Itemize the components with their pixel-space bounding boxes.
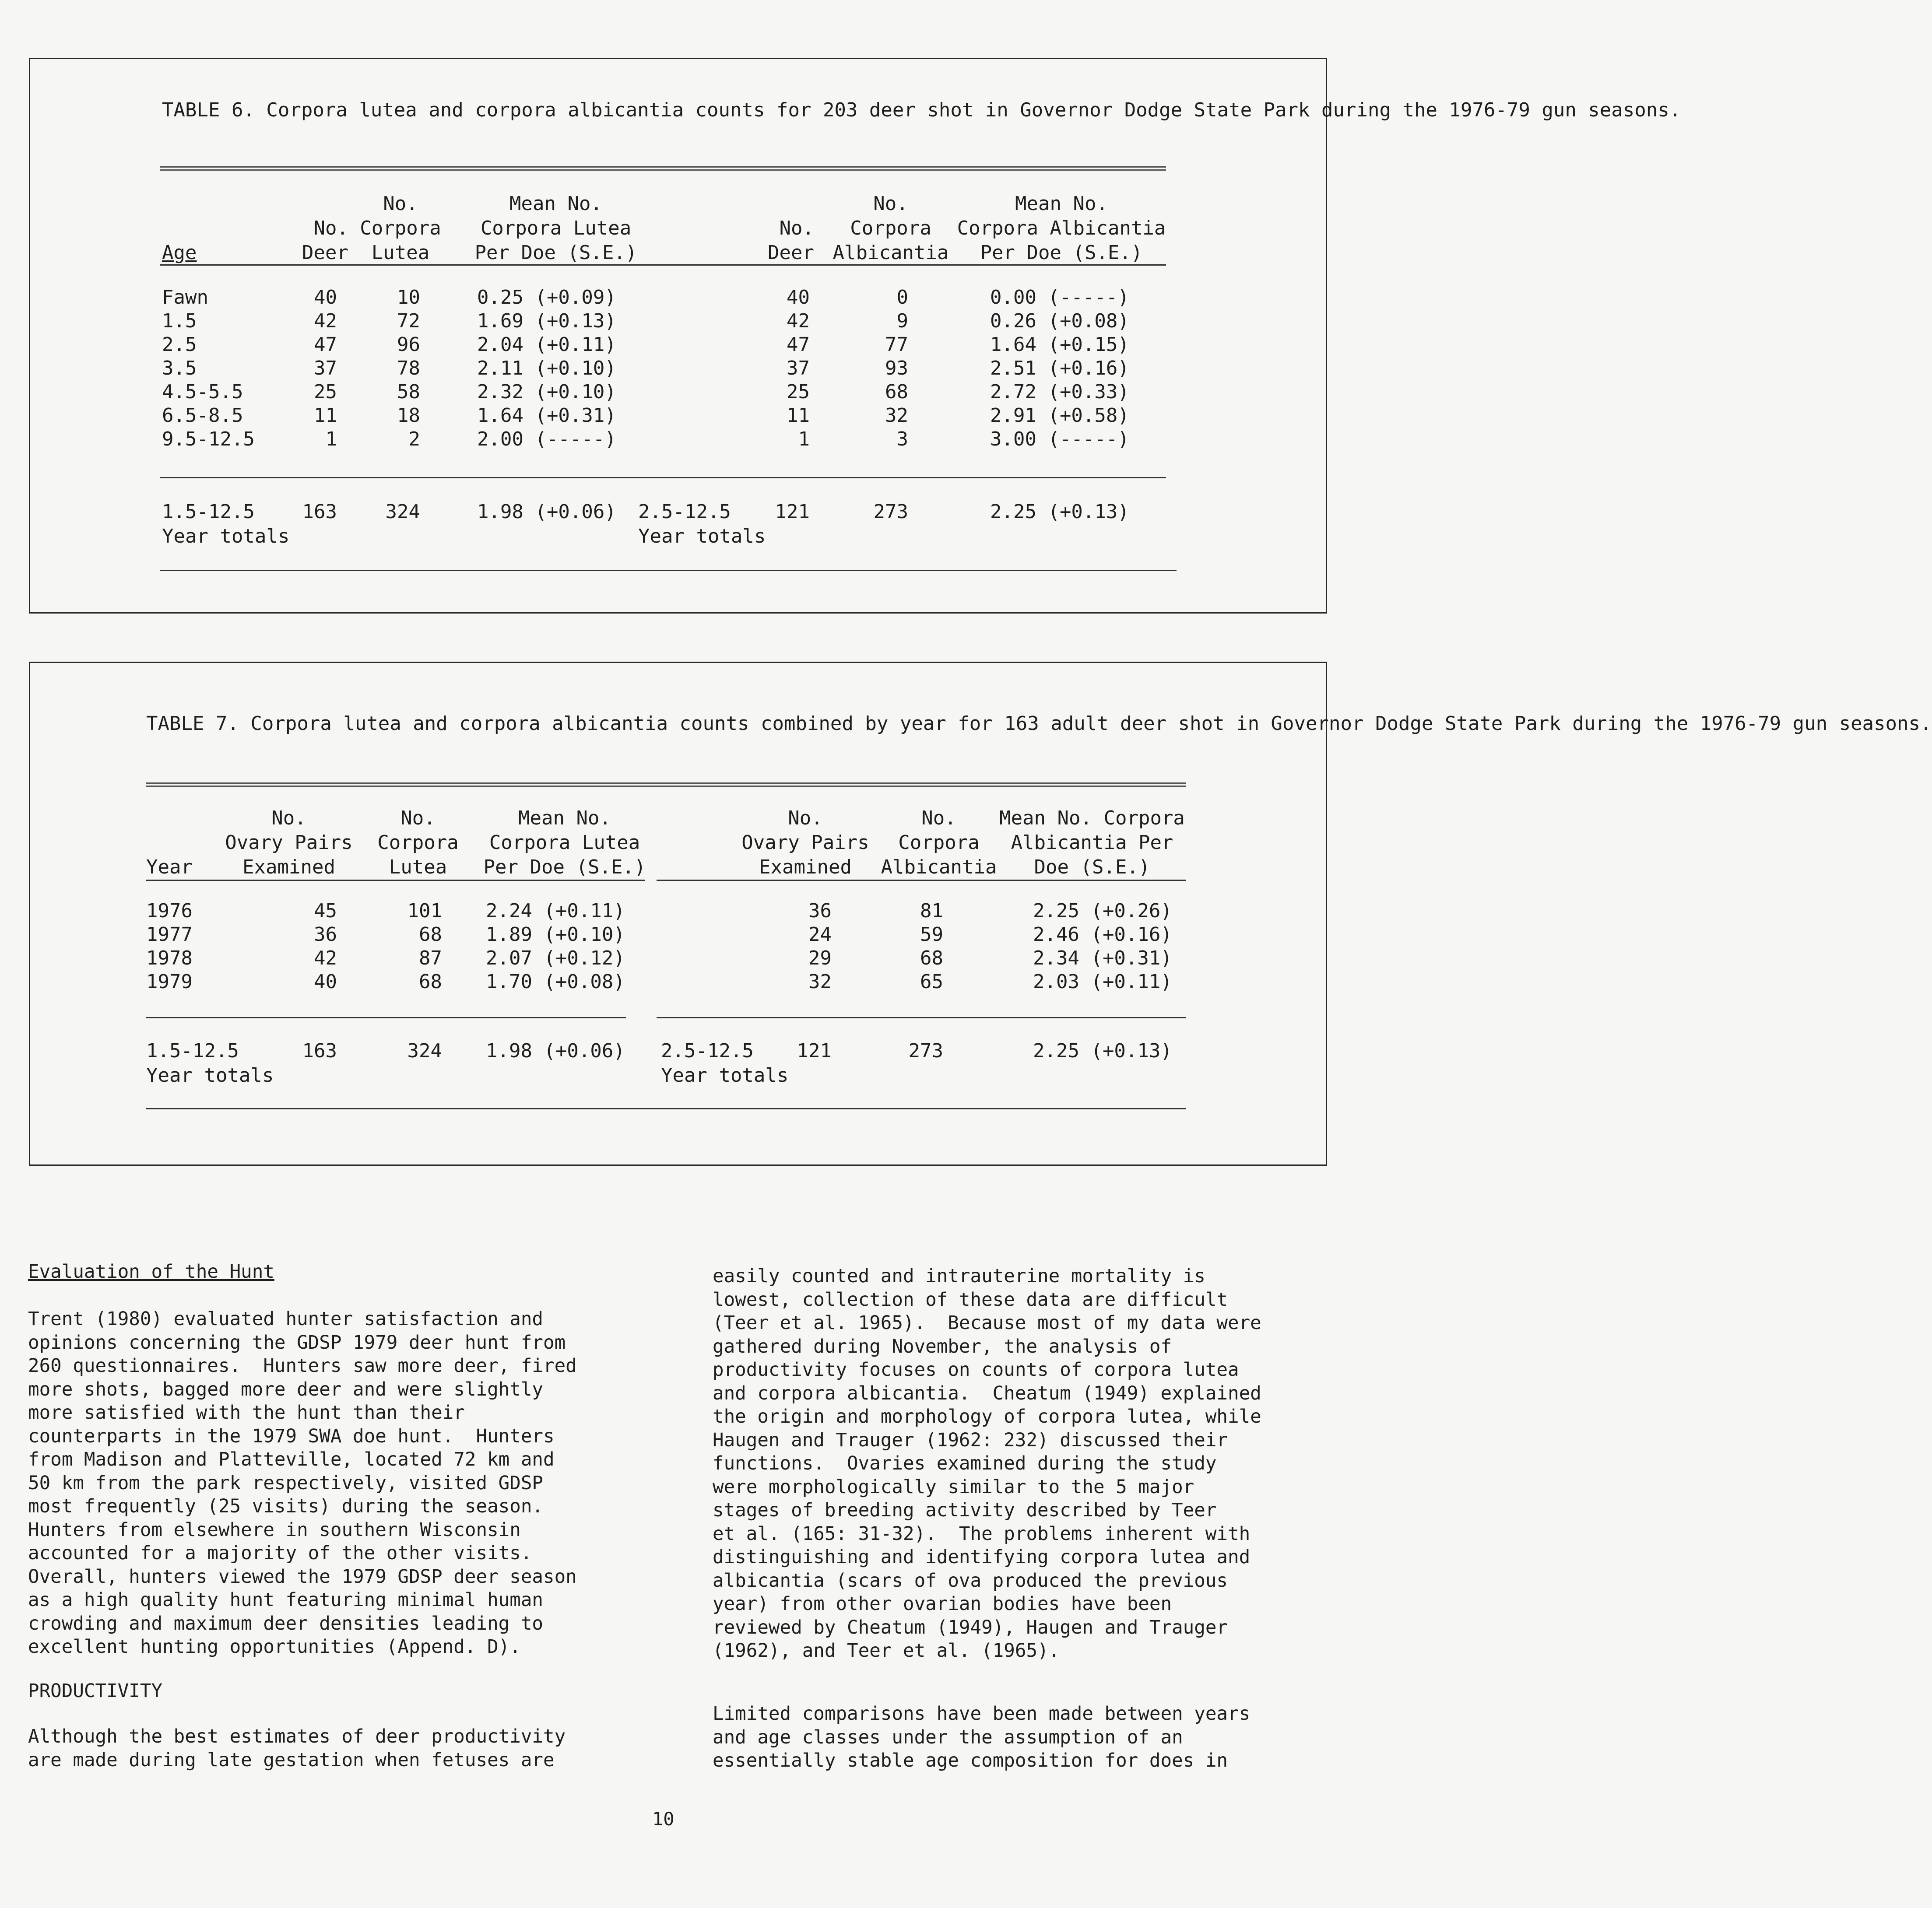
heading-productivity: PRODUCTIVITY xyxy=(28,1680,163,1702)
page-number: 10 xyxy=(652,1808,674,1830)
t6-row-cell: 2.51 (+0.16) xyxy=(990,357,1129,379)
t7-total-mean-ca: 2.25 (+0.13) xyxy=(1033,1040,1172,1062)
t6-row-cell: 93 xyxy=(885,357,908,379)
t6-row-cell: 0.26 (+0.08) xyxy=(990,310,1129,332)
t7-row-cell: 2.25 (+0.26) xyxy=(1033,900,1172,922)
t7-row-cell: 68 xyxy=(419,923,442,946)
t7-total-label-right: 2.5-12.5 Year totals xyxy=(661,1040,789,1087)
t7-row-cell: 29 xyxy=(808,947,832,969)
t7-row-cell: 42 xyxy=(314,947,337,969)
paragraph-right-column-2: Limited comparisons have been made between years and age classes under the assumption of an essentially stable age composition for does in xyxy=(713,1703,1251,1771)
t7-total-no-ca: 273 xyxy=(908,1040,943,1062)
heading-evaluation-of-the-hunt: Evaluation of the Hunt xyxy=(28,1261,274,1283)
t6-row-cell: 3 xyxy=(896,428,908,450)
t7-row-cell: 2.03 (+0.11) xyxy=(1033,971,1172,993)
t7-header-mean-ca: Mean No. Corpora Albicantia Per Doe (S.E.) xyxy=(999,807,1185,878)
t6-total-mean-cl: 1.98 (+0.06) xyxy=(477,501,616,523)
t6-row-cell: 40 xyxy=(787,286,810,309)
t6-header-mean-ca: Mean No. Corpora Albicantia Per Doe (S.E.) xyxy=(957,193,1166,264)
t6-row-cell: 0.25 (+0.09) xyxy=(477,286,616,309)
t7-total-mean-cl: 1.98 (+0.06) xyxy=(486,1040,625,1062)
t6-row-cell: 11 xyxy=(314,404,337,427)
t6-row-cell: 11 xyxy=(787,404,810,427)
t6-row-cell: 25 xyxy=(314,381,337,403)
t6-row-cell: 3.5 xyxy=(162,357,197,379)
t6-row-cell: 2.00 (-----) xyxy=(477,428,616,450)
t7-row-cell: 2.07 (+0.12) xyxy=(486,947,625,969)
t6-row-cell: 32 xyxy=(885,404,908,427)
t6-row-cell: 37 xyxy=(787,357,810,379)
t6-total-mean-ca: 2.25 (+0.13) xyxy=(990,501,1129,523)
t6-row-cell: 0.00 (-----) xyxy=(990,286,1129,309)
t7-row-cell: 81 xyxy=(920,900,943,922)
t6-bottom-rule xyxy=(160,570,1177,571)
t6-total-label-left: 1.5-12.5 Year totals xyxy=(162,501,290,547)
t6-total-no-ca: 273 xyxy=(873,501,908,523)
paragraph-right-column-1: easily counted and intrauterine mortality is lowest, collection of these data are difficult (Teer et al. 1965). Because most of my data were gathered during November, the analysis of productivity focuses on counts of corpora lutea and corpora albicantia. Cheatum (1949) explained the origin and morphology of corpora lutea, while Haugen and Trauger (1962: 232) discussed their functions. Ovaries examined during the study were morphologically similar to the 5 major stages of breeding activity described by Teer et al. (165: 31-32). The problems inherent with distinguishing and identifying corpora lutea and albicantia (scars of ova produced the previous year) from other ovarian bodies have been reviewed by Cheatum (1949), Haugen and Trauger (1962), and Teer et al. (1965). xyxy=(713,1266,1261,1662)
t6-header-no-ca: No. Corpora Albicantia xyxy=(833,193,949,264)
table-6-top-rule xyxy=(160,166,1166,171)
t6-row-cell: 9 xyxy=(896,310,908,332)
t6-row-cell: 18 xyxy=(397,404,420,427)
t6-row-cell: 96 xyxy=(397,333,420,356)
t7-row-cell: 1978 xyxy=(146,947,193,969)
t6-row-cell: 42 xyxy=(314,310,337,332)
t6-row-cell: 0 xyxy=(896,286,908,309)
t7-row-cell: 32 xyxy=(808,971,832,993)
paragraph-productivity: Although the best estimates of deer productivity are made during late gestation when fetuses are xyxy=(28,1726,566,1771)
t7-row-cell: 1.70 (+0.08) xyxy=(486,971,625,993)
t7-row-cell: 36 xyxy=(808,900,832,922)
t6-row-cell: 2.72 (+0.33) xyxy=(990,381,1129,403)
t6-row-cell: 2.5 xyxy=(162,333,197,356)
t7-row-cell: 68 xyxy=(419,971,442,993)
t7-row-cell: 87 xyxy=(419,947,442,969)
t6-row-cell: 2.11 (+0.10) xyxy=(477,357,616,379)
t6-row-cell: 47 xyxy=(787,333,810,356)
t7-header-pairs-2: No. Ovary Pairs Examined xyxy=(741,807,869,878)
table-7-caption: TABLE 7. Corpora lutea and corpora albicantia counts combined by year for 163 adult deer shot in Governor Dodge State Park during the 1976-79 gun seasons. xyxy=(146,712,1932,735)
t6-row-cell: 72 xyxy=(397,310,420,332)
t6-row-cell: 2 xyxy=(408,428,420,450)
t6-row-cell: 1 xyxy=(798,428,810,450)
t7-row-cell: 68 xyxy=(920,947,943,969)
t6-header-no-deer: No. Deer xyxy=(302,217,348,264)
t6-header-mean-cl: Mean No. Corpora Lutea Per Doe (S.E.) xyxy=(474,193,637,264)
t7-row-cell: 1.89 (+0.10) xyxy=(486,923,625,946)
t6-total-label-right: 2.5-12.5 Year totals xyxy=(638,501,766,547)
t7-row-cell: 59 xyxy=(920,923,943,946)
t7-header-mean-cl: Mean No. Corpora Lutea Per Doe (S.E.) xyxy=(483,807,646,878)
t6-header-rule xyxy=(160,264,1166,266)
t6-row-cell: 2.04 (+0.11) xyxy=(477,333,616,356)
t6-row-cell: 6.5-8.5 xyxy=(162,404,243,427)
t7-total-pairs-2: 121 xyxy=(797,1040,832,1062)
t7-row-cell: 2.34 (+0.31) xyxy=(1033,947,1172,969)
t7-row-cell: 1979 xyxy=(146,971,193,993)
t6-header-no-deer-2: No. Deer xyxy=(768,217,814,264)
t7-total-label-left: 1.5-12.5 Year totals xyxy=(146,1040,274,1087)
t6-row-cell: 3.00 (-----) xyxy=(990,428,1129,450)
t6-row-cell: 47 xyxy=(314,333,337,356)
t7-header-rule-left xyxy=(146,880,645,881)
t6-row-cell: 68 xyxy=(885,381,908,403)
t6-row-cell: 37 xyxy=(314,357,337,379)
t6-total-no-cl: 324 xyxy=(385,501,420,523)
t7-header-rule-right xyxy=(657,880,1186,881)
t7-totals-rule-right xyxy=(657,1017,1186,1018)
t6-row-cell: 1.64 (+0.31) xyxy=(477,404,616,427)
t7-row-cell: 36 xyxy=(314,923,337,946)
t6-row-cell: 42 xyxy=(787,310,810,332)
t6-total-no-deer-2: 121 xyxy=(775,501,810,523)
t6-row-cell: 10 xyxy=(397,286,420,309)
t7-row-cell: 101 xyxy=(407,900,442,922)
t7-row-cell: 40 xyxy=(314,971,337,993)
table-6-caption: TABLE 6. Corpora lutea and corpora albicantia counts for 203 deer shot in Governor Dodge State Park during the 1976-79 gun seasons. xyxy=(162,99,1681,121)
t6-row-cell: 58 xyxy=(397,381,420,403)
t6-row-cell: 9.5-12.5 xyxy=(162,428,255,450)
t6-row-cell: 1 xyxy=(325,428,337,450)
t7-row-cell: 2.46 (+0.16) xyxy=(1033,923,1172,946)
t6-row-cell: 40 xyxy=(314,286,337,309)
t6-row-cell: 1.69 (+0.13) xyxy=(477,310,616,332)
t7-row-cell: 24 xyxy=(808,923,832,946)
t7-header-no-ca: No. Corpora Albicantia xyxy=(881,807,997,878)
t6-row-cell: 78 xyxy=(397,357,420,379)
t6-total-no-deer: 163 xyxy=(302,501,337,523)
t7-row-cell: 65 xyxy=(920,971,943,993)
paragraph-evaluation: Trent (1980) evaluated hunter satisfaction and opinions concerning the GDSP 1979 deer hunt from 260 questionnaires. Hunters saw more deer, fired more shots, bagged more deer and were slightly more satisfied with the hunt than their counterparts in the 1979 SWA doe hunt. Hunters from Madison and Platteville, located 72 km and 50 km from the park respectively, visited GDSP most frequently (25 visits) during the season. Hunters from elsewhere in southern Wisconsin accounted for a majority of the other visits. Overall, hunters viewed the 1979 GDSP deer season as a high quality hunt featuring minimal human crowding and maximum deer densities leading to excellent hunting opportunities (Append. D). xyxy=(28,1308,577,1658)
t7-total-no-cl: 324 xyxy=(407,1040,442,1062)
t7-row-cell: 2.24 (+0.11) xyxy=(486,900,625,922)
t7-row-cell: 1977 xyxy=(146,923,193,946)
t6-row-cell: 1.64 (+0.15) xyxy=(990,333,1129,356)
t6-row-cell: 4.5-5.5 xyxy=(162,381,243,403)
t6-row-cell: 2.32 (+0.10) xyxy=(477,381,616,403)
t7-header-year: Year xyxy=(146,856,193,878)
t7-bottom-rule xyxy=(146,1108,1186,1109)
t6-row-cell: 77 xyxy=(885,333,908,356)
t7-row-cell: 1976 xyxy=(146,900,193,922)
t7-header-no-cl: No. Corpora Lutea xyxy=(377,807,459,878)
t7-total-pairs: 163 xyxy=(302,1040,337,1062)
t6-row-cell: 25 xyxy=(787,381,810,403)
table-7-top-rule xyxy=(146,782,1186,787)
t6-header-no-cl: No. Corpora Lutea xyxy=(360,193,441,264)
t6-totals-rule xyxy=(160,477,1166,478)
t6-header-age: Age xyxy=(162,242,197,264)
t6-row-cell: Fawn xyxy=(162,286,208,309)
t7-row-cell: 45 xyxy=(314,900,337,922)
t6-row-cell: 2.91 (+0.58) xyxy=(990,404,1129,427)
t7-totals-rule-left xyxy=(146,1017,626,1018)
t7-header-pairs: No. Ovary Pairs Examined xyxy=(225,807,353,878)
t6-row-cell: 1.5 xyxy=(162,310,197,332)
